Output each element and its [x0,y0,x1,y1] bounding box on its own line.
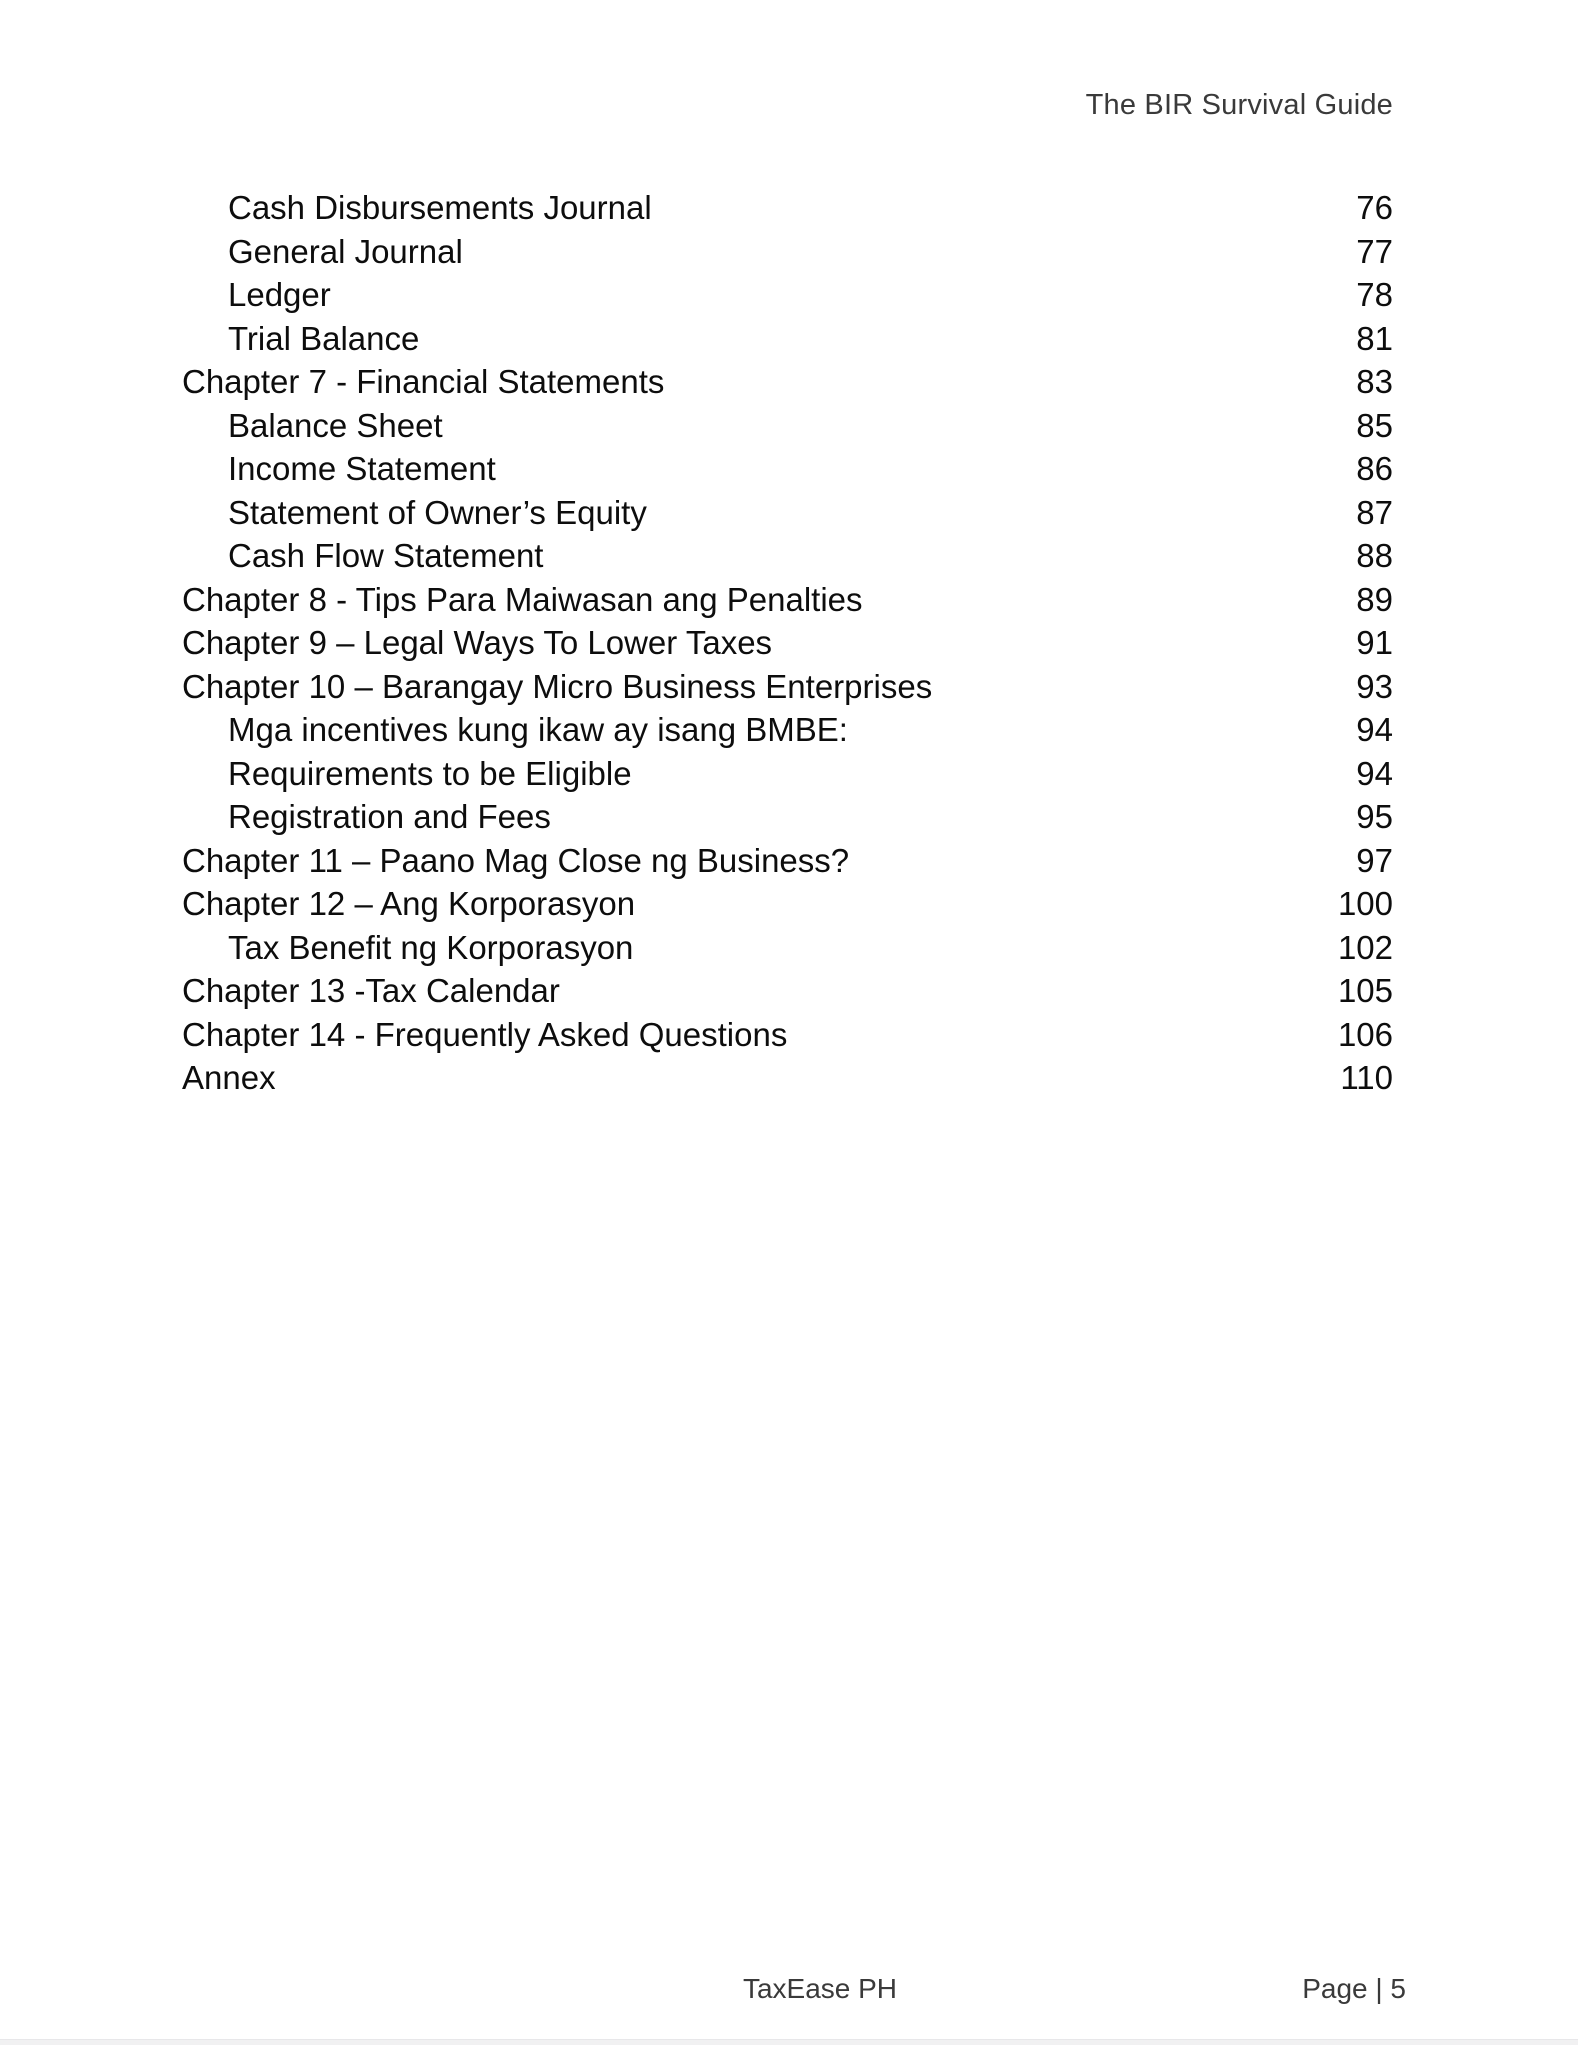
toc-entry-label: Cash Disbursements Journal [228,189,652,226]
toc-entry-label: Chapter 9 – Legal Ways To Lower Taxes [182,624,773,661]
toc-entry-page: 102 [1337,928,1393,966]
toc-entry-label: Chapter 10 – Barangay Micro Business Enterprises [182,667,933,705]
page-boundary-gap [0,2039,1578,2045]
toc-row [182,186,1393,230]
toc-row [182,534,1393,578]
toc-entry-page: 76 [1356,189,1393,226]
toc-entry-page: 110 [1340,1059,1393,1096]
toc-entry-label: Registration and Fees [228,798,551,835]
toc-row [182,926,1393,970]
toc-entry-page: 105 [1337,972,1393,1009]
toc-entry-label: Chapter 11 – Paano Mag Close ng Business? [182,841,850,879]
toc-entry-page: 91 [1356,624,1393,661]
toc-row [182,882,1393,926]
toc-entry-label: Mga incentives kung ikaw ay isang BMBE: [228,711,848,748]
footer-page-label: Page | 5 [1302,1973,1406,2004]
toc-entry-page: 93 [1356,667,1393,705]
toc-row [182,447,1393,491]
toc-entry-label: Chapter 14 - Frequently Asked Questions [182,1015,788,1053]
toc-row [182,621,1393,665]
toc-entry-label: Balance Sheet [228,406,443,444]
toc-entry-label: Cash Flow Statement [228,537,544,574]
toc-row [182,752,1393,796]
toc-entry-page: 89 [1356,580,1393,618]
toc-row [182,708,1393,752]
toc-row [182,1056,1393,1100]
toc-entry-page: 87 [1356,493,1393,531]
toc-entry-label: Requirements to be Eligible [228,754,632,792]
footer-brand: TaxEase PH [742,1973,898,2004]
toc-entry-page: 97 [1356,841,1393,879]
toc-entry-page: 81 [1356,319,1393,357]
toc-entry-label: Chapter 7 - Financial Statements [182,363,665,400]
toc-row [182,969,1393,1013]
toc-entry-label: Annex [182,1059,276,1096]
toc-row [182,491,1393,535]
toc-entry-page: 94 [1356,711,1393,748]
toc-entry-page: 95 [1356,798,1393,835]
toc-entry-page: 86 [1356,450,1393,487]
toc-entry-label: General Journal [228,232,463,270]
footer-page-number [1302,1972,1406,2005]
toc-row [182,1013,1393,1057]
toc-row [182,360,1393,404]
toc-row [182,230,1393,274]
toc-entry-page: 77 [1356,232,1393,270]
toc-row [182,578,1393,622]
toc-entry-label: Statement of Owner’s Equity [228,493,647,531]
toc-row [182,839,1393,883]
toc-entry-label: Ledger [228,276,331,313]
toc-entry-label: Chapter 8 - Tips Para Maiwasan ang Penalties [182,580,863,618]
toc-row [182,317,1393,361]
toc-entry-label: Chapter 13 -Tax Calendar [182,972,560,1009]
page-header [1086,88,1393,122]
toc-row [182,273,1393,317]
toc-row [182,665,1393,709]
toc-row [182,795,1393,839]
table-of-contents [182,186,1393,1100]
toc-entry-page: 106 [1337,1015,1393,1053]
toc-entry-page: 100 [1337,885,1393,922]
header-title: The BIR Survival Guide [1085,89,1393,121]
toc-entry-page: 88 [1356,537,1393,574]
toc-entry-label: Trial Balance [228,319,420,357]
toc-entry-label: Chapter 12 – Ang Korporasyon [182,885,636,922]
toc-entry-page: 85 [1356,406,1393,444]
toc-entry-page: 78 [1356,276,1393,313]
toc-entry-label: Tax Benefit ng Korporasyon [228,928,634,966]
toc-entry-label: Income Statement [228,450,496,487]
toc-entry-page: 83 [1356,363,1393,400]
toc-entry-page: 94 [1356,754,1393,792]
toc-row [182,404,1393,448]
